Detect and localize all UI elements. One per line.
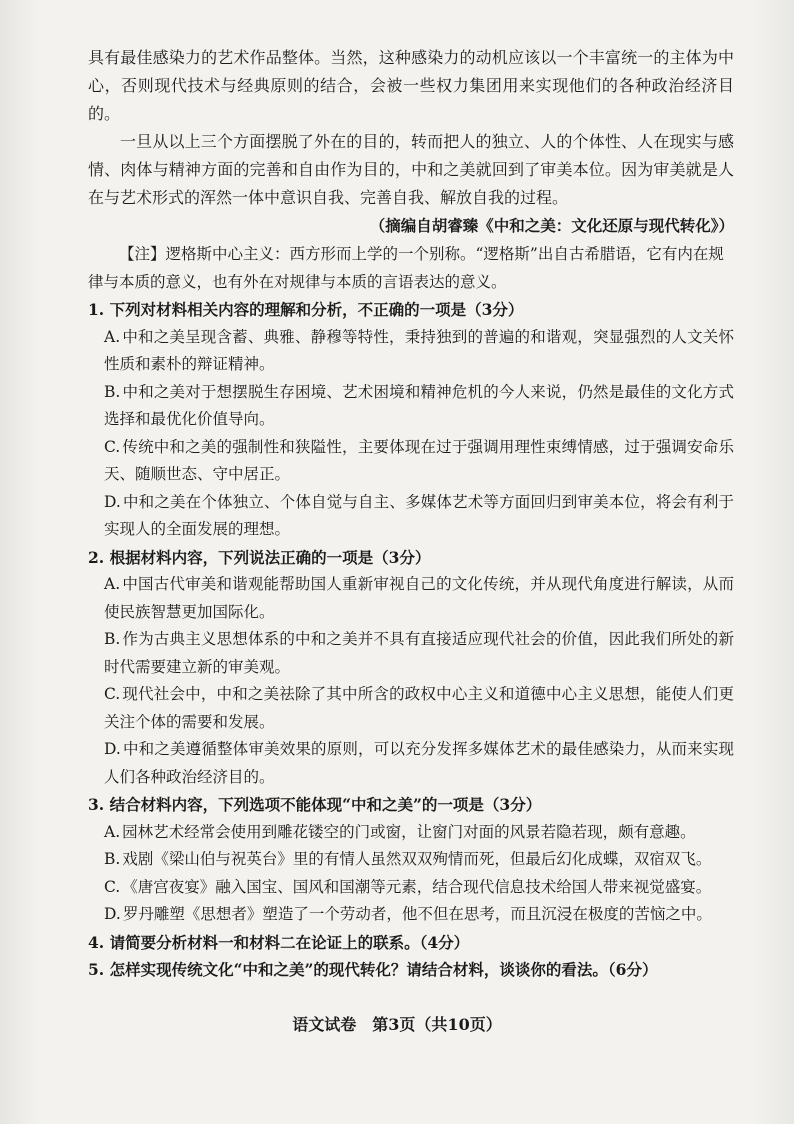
question-5: 5. 怎样实现传统文化“中和之美”的现代转化？请结合材料，谈谈你的看法。（6分） [88, 960, 658, 979]
passage-paragraph-2: 一旦从以上三个方面摆脱了外在的目的，转而把人的独立、人的个体性、人在现实与感情、肉体与精神方面的完善和自由作为目的，中和之美就回到了审美本位。因为审美就是人在与艺术形式的浑然一体中意识自我、完善自我、解放自我的过程。 [88, 132, 734, 207]
question-2 [88, 544, 734, 792]
option-c[interactable] [88, 874, 734, 902]
option-text: 中和之美遵循整体审美效果的原则，可以充分发挥多媒体艺术的最佳感染力，从而来实现人们各种政治经济目的。 [104, 740, 734, 786]
option-label: A. [104, 822, 121, 841]
option-label: B. [104, 850, 121, 868]
option-label: A. [104, 327, 121, 346]
passage-source: （摘编自胡睿臻《中和之美：文化还原与现代转化》） [369, 216, 734, 235]
page-footer: 语文试卷 第3页（共10页） [292, 1015, 502, 1034]
option-c[interactable] [88, 681, 734, 736]
option-text: 中和之美对于想摆脱生存困境、艺术困境和精神危机的今人来说，仍然是最佳的文化方式选择和最优化价值导向。 [104, 382, 734, 428]
passage-note: 【注】逻格斯中心主义：西方形而上学的一个别称。“逻格斯”出自古希腊语，它有内在规律与本质的意义，也有外在对规律与本质的言语表达的意义。 [88, 245, 724, 291]
option-b[interactable] [88, 379, 734, 434]
option-text: 罗丹雕塑《思想者》塑造了一个劳动者，他不但在思考，而且沉浸在极度的苦恼之中。 [122, 905, 712, 923]
option-b[interactable] [88, 626, 734, 681]
question-1 [88, 296, 734, 544]
option-text: 中和之美在个体独立、个体自觉与自主、多媒体艺术等方面回归到审美本位，将会有利于实现人的全面发展的理想。 [104, 492, 734, 538]
option-text: 中和之美呈现含蓄、典雅、静穆等特性，秉持独到的普遍的和谐观，突显强烈的人文关怀性质和素朴的辩证精神。 [104, 327, 734, 373]
question-stem: 1. 下列对材料相关内容的理解和分析，不正确的一项是（3分） [88, 300, 524, 319]
option-text: 《唐宫夜宴》融入国宝、国风和国潮等元素，结合现代信息技术给国人带来视觉盛宴。 [122, 877, 712, 896]
option-text: 园林艺术经常会使用到雕花镂空的门或窗，让窗门对面的风景若隐若现，颇有意趣。 [122, 822, 696, 841]
option-a[interactable] [88, 324, 734, 379]
option-label: B. [104, 382, 121, 401]
question-3 [88, 791, 734, 929]
option-text: 戏剧《梁山伯与祝英台》里的有情人虽然双双殉情而死，但最后幻化成蝶，双宿双飞。 [122, 850, 712, 868]
option-label: C. [104, 877, 121, 896]
option-a[interactable] [88, 819, 734, 847]
option-label: D. [104, 905, 121, 923]
option-d[interactable] [88, 489, 734, 544]
option-text: 作为古典主义思想体系的中和之美并不具有直接适应现代社会的价值，因此我们所处的新时代需要建立新的审美观。 [104, 630, 734, 676]
option-d[interactable] [88, 736, 734, 791]
option-text: 现代社会中，中和之美祛除了其中所含的政权中心主义和道德中心主义思想，能使人们更关注个体的需要和发展。 [104, 685, 734, 731]
option-label: C. [104, 437, 121, 456]
option-text: 传统中和之美的强制性和狭隘性，主要体现在过于强调用理性束缚情感，过于强调安命乐天、随顺世态、守中居正。 [104, 437, 734, 483]
option-b[interactable] [88, 846, 734, 874]
passage-paragraph-1: 具有最佳感染力的艺术作品整体。当然，这种感染力的动机应该以一个丰富统一的主体为中心，否则现代技术与经典原则的结合，会被一些权力集团用来实现他们的各种政治经济目的。 [88, 48, 734, 123]
option-label: A. [104, 575, 121, 593]
option-c[interactable] [88, 434, 734, 489]
option-text: 中国古代审美和谐观能帮助国人重新审视自己的文化传统，并从现代角度进行解读，从而使民族智慧更加国际化。 [104, 575, 734, 621]
option-d[interactable] [88, 901, 734, 929]
option-label: D. [104, 492, 121, 511]
option-label: C. [104, 685, 121, 703]
option-label: D. [104, 740, 121, 758]
question-stem: 2. 根据材料内容，下列说法正确的一项是（3分） [88, 547, 431, 567]
option-label: B. [104, 630, 121, 648]
option-a[interactable] [88, 571, 734, 626]
question-4: 4. 请简要分析材料一和材料二在论证上的联系。（4分） [88, 932, 470, 952]
question-stem: 3. 结合材料内容，下列选项不能体现“中和之美”的一项是（3分） [88, 795, 542, 814]
